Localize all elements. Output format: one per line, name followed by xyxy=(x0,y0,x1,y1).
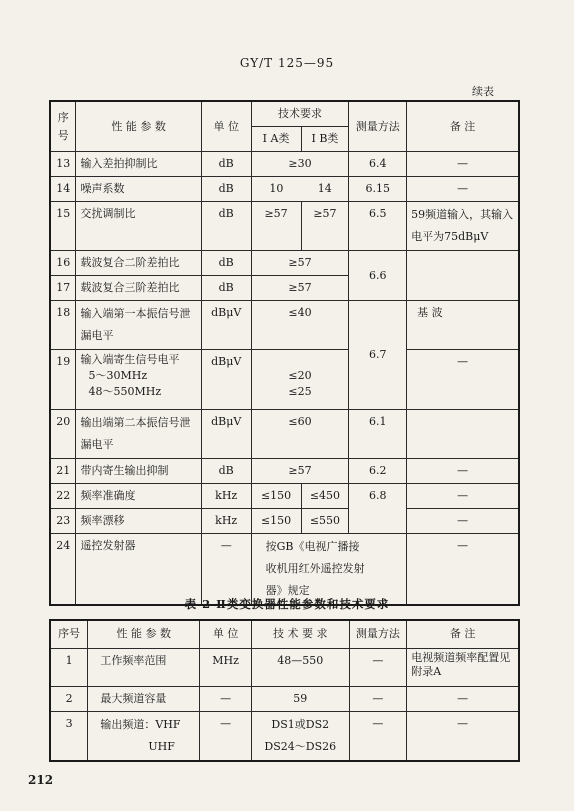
row-remark: 基 波 xyxy=(407,301,519,350)
table-row xyxy=(50,534,519,606)
row-param: 频率准确度 xyxy=(76,484,201,509)
row-param: 最大频道容量 xyxy=(88,686,200,711)
row-req xyxy=(252,711,350,761)
row-ib: ≤550 xyxy=(301,509,349,534)
row-ib: ≥57 xyxy=(301,202,349,251)
row-no: 24 xyxy=(50,534,76,606)
table-row xyxy=(50,648,519,686)
row-req: 按GB《电视广播接收机用红外遥控发射器》规定 xyxy=(251,534,406,606)
row-method: — xyxy=(349,648,407,686)
table-row xyxy=(50,177,519,202)
row-req: ≥30 xyxy=(251,152,349,177)
header-tech: 技 术 要 求 xyxy=(252,620,350,648)
row-param: 带内寄生输出抑制 xyxy=(76,459,201,484)
row-remark: — xyxy=(407,711,519,761)
table-row xyxy=(50,301,519,350)
header-no: 序号 xyxy=(50,620,88,648)
row-ia: ≤150 xyxy=(251,484,301,509)
req-line: ≤20 xyxy=(288,369,312,382)
row-req: ≥57 xyxy=(251,251,349,276)
row-method: — xyxy=(349,686,407,711)
table-row xyxy=(50,152,519,177)
row-unit: kHz xyxy=(201,509,251,534)
req-line: DS24～DS26 xyxy=(264,739,337,753)
header-param: 性 能 参 数 xyxy=(88,620,200,648)
row-remark: — xyxy=(407,509,519,534)
row-no: 20 xyxy=(50,410,76,459)
table-row xyxy=(50,509,519,534)
row-no: 17 xyxy=(50,276,76,301)
continued-label: 续表 xyxy=(472,85,494,98)
table-row xyxy=(50,202,519,251)
row-remark: 59频道输入，其输入电平为75dBμV xyxy=(407,202,519,251)
row-ib: ≤450 xyxy=(301,484,349,509)
row-param xyxy=(76,350,201,410)
req-line: DS1或DS2 xyxy=(271,717,330,731)
header-method: 测量方法 xyxy=(349,620,407,648)
row-unit: dBμV xyxy=(201,350,251,410)
table-row xyxy=(50,459,519,484)
row-method: 6.6 xyxy=(349,251,407,301)
row-unit: dB xyxy=(201,202,251,251)
param-line: UHF xyxy=(148,739,175,753)
row-unit: MHz xyxy=(200,648,252,686)
header-remark: 备 注 xyxy=(407,620,519,648)
table-row xyxy=(50,350,519,410)
row-param: 输入差拍抑制比 xyxy=(76,152,201,177)
row-ia: 10 xyxy=(251,177,301,202)
header-param: 性 能 参 数 xyxy=(76,101,201,152)
row-remark xyxy=(407,251,519,301)
table-row xyxy=(50,686,519,711)
page-header: GY/T 125—95 xyxy=(239,56,335,70)
row-no: 2 xyxy=(50,686,88,711)
row-param: 交扰调制比 xyxy=(76,202,201,251)
row-ia: ≥57 xyxy=(251,202,301,251)
row-req: ≤40 xyxy=(251,301,349,350)
param-line: 5～30MHz xyxy=(88,369,148,382)
row-method: 6.8 xyxy=(349,484,407,534)
class2-spec-table xyxy=(49,619,520,762)
row-method: 6.5 xyxy=(349,202,407,251)
row-param: 输入端第一本振信号泄漏电平 xyxy=(76,301,201,350)
row-no: 14 xyxy=(50,177,76,202)
param-line: 输出频道：VHF xyxy=(100,717,181,731)
row-no: 16 xyxy=(50,251,76,276)
row-ib: 14 xyxy=(301,177,349,202)
row-param: 工作频率范围 xyxy=(88,648,200,686)
row-no: 13 xyxy=(50,152,76,177)
row-unit: dBμV xyxy=(201,410,251,459)
row-no: 18 xyxy=(50,301,76,350)
row-method: 6.4 xyxy=(349,152,407,177)
param-line: 48～550MHz xyxy=(88,385,162,398)
table-row xyxy=(50,711,519,761)
header-method: 测量方法 xyxy=(349,101,407,152)
row-unit: dB xyxy=(201,177,251,202)
row-param: 载波复合二阶差拍比 xyxy=(76,251,201,276)
header-ib: I B类 xyxy=(301,127,349,152)
row-unit: dB xyxy=(201,152,251,177)
header-remark: 备 注 xyxy=(407,101,519,152)
row-unit: dB xyxy=(201,251,251,276)
row-no: 3 xyxy=(50,711,88,761)
row-param: 噪声系数 xyxy=(76,177,201,202)
row-no: 21 xyxy=(50,459,76,484)
row-remark: — xyxy=(407,152,519,177)
row-no: 22 xyxy=(50,484,76,509)
row-req: 59 xyxy=(252,686,350,711)
row-unit: dBμV xyxy=(201,301,251,350)
row-req: 48—550 xyxy=(252,648,350,686)
table-row xyxy=(50,251,519,276)
row-unit: dB xyxy=(201,459,251,484)
row-unit: kHz xyxy=(201,484,251,509)
header-ia: I A类 xyxy=(251,127,301,152)
param-line: 输入端寄生信号电平 xyxy=(80,353,180,366)
row-req: ≤60 xyxy=(251,410,349,459)
row-req: ≥57 xyxy=(251,459,349,484)
row-req xyxy=(251,350,349,410)
row-method: 6.15 xyxy=(349,177,407,202)
row-remark: — xyxy=(407,459,519,484)
row-remark: — xyxy=(407,484,519,509)
req-line: ≤25 xyxy=(288,385,312,398)
row-param: 频率漂移 xyxy=(76,509,201,534)
row-req: ≥57 xyxy=(251,276,349,301)
row-method: 6.1 xyxy=(349,410,407,459)
row-remark: — xyxy=(407,350,519,410)
header-tech: 技术要求 xyxy=(251,101,349,127)
row-no: 15 xyxy=(50,202,76,251)
table-row xyxy=(50,484,519,509)
row-param: 载波复合三阶差拍比 xyxy=(76,276,201,301)
row-remark: 电视频道频率配置见附录A xyxy=(407,648,519,686)
row-param: 遥控发射器 xyxy=(76,534,201,606)
row-no: 19 xyxy=(50,350,76,410)
table2-title: 表 2 Ⅱ类变换器性能参数和技术要求 xyxy=(184,597,390,611)
row-method: — xyxy=(349,711,407,761)
table-row xyxy=(50,410,519,459)
row-remark: — xyxy=(407,534,519,606)
spec-table-continued xyxy=(49,100,520,606)
header-no: 序 号 xyxy=(50,101,76,152)
row-remark xyxy=(407,410,519,459)
row-method: 6.7 xyxy=(349,301,407,410)
header-unit: 单 位 xyxy=(201,101,251,152)
row-unit: — xyxy=(200,686,252,711)
row-param: 输出端第二本振信号泄漏电平 xyxy=(76,410,201,459)
row-ia: ≤150 xyxy=(251,509,301,534)
header-unit: 单 位 xyxy=(200,620,252,648)
row-remark: — xyxy=(407,686,519,711)
row-no: 23 xyxy=(50,509,76,534)
row-param xyxy=(88,711,200,761)
page-number: 212 xyxy=(28,773,54,787)
row-unit: dB xyxy=(201,276,251,301)
row-unit: — xyxy=(201,534,251,606)
row-method: 6.2 xyxy=(349,459,407,484)
row-no: 1 xyxy=(50,648,88,686)
row-remark: — xyxy=(407,177,519,202)
row-unit: — xyxy=(200,711,252,761)
